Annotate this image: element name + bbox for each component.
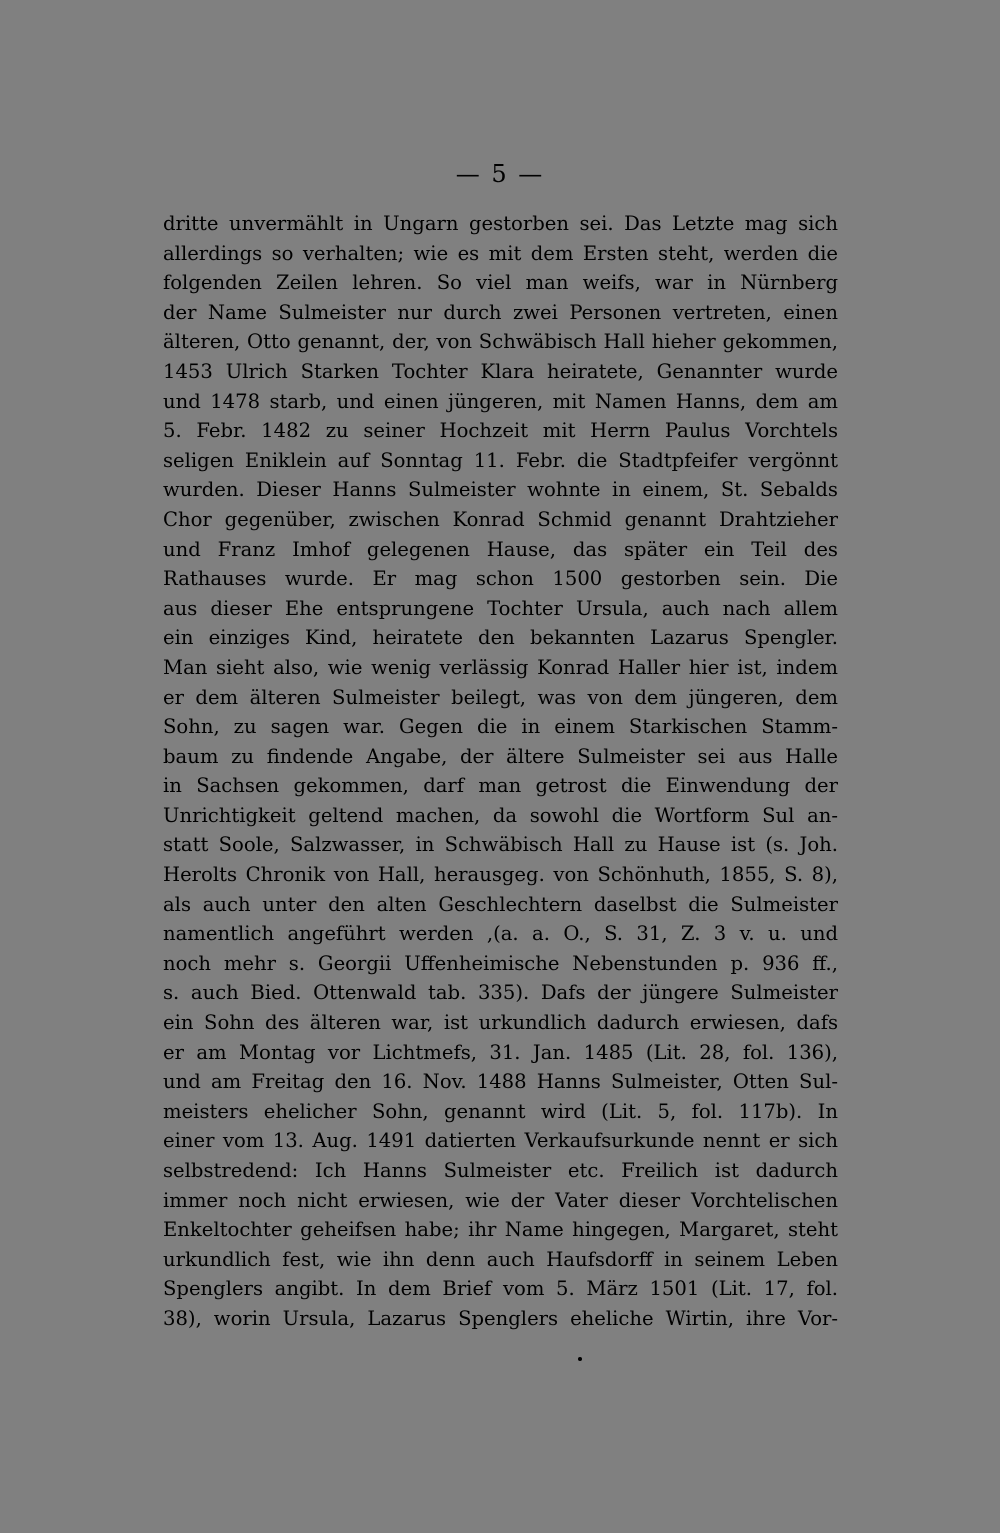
page-header: — 5 — xyxy=(455,160,545,188)
text-line: als auch unter den alten Geschlechtern daselbst die Sulmeister xyxy=(163,892,838,916)
text-line: Herolts Chronik von Hall, herausgeg. von Schönhuth, 1855, S. 8), xyxy=(163,863,838,887)
text-line: immer noch nicht erwiesen, wie der Vater dieser Vorchtelischen xyxy=(163,1188,838,1212)
text-line: urkundlich fest, wie ihn denn auch Haufsdorff in seinem Leben xyxy=(163,1247,838,1271)
text-line: baum zu findende Angabe, der ältere Sulmeister sei aus Halle xyxy=(163,744,838,768)
text-line: allerdings so verhalten; wie es mit dem Ersten steht, werden die xyxy=(163,241,838,265)
text-line: Spenglers angibt. In dem Brief vom 5. März 1501 (Lit. 17, fol. xyxy=(163,1277,838,1301)
text-line: 1453 Ulrich Starken Tochter Klara heiratete, Genannter wurde xyxy=(163,359,838,383)
text-line: s. auch Bied. Ottenwald tab. 335). Dafs der jüngere Sulmeister xyxy=(163,981,838,1005)
text-line: selbstredend: Ich Hanns Sulmeister etc. Freilich ist dadurch xyxy=(163,1159,838,1182)
text-line: Unrichtigkeit geltend machen, da sowohl die Wortform Sul an- xyxy=(163,803,838,827)
text-line: meisters ehelicher Sohn, genannt wird (Lit. 5, fol. 117b). In xyxy=(163,1099,838,1123)
text-line: folgenden Zeilen lehren. So viel man weifs, war in Nürnberg xyxy=(163,271,838,295)
text-line: ein einziges Kind, heiratete den bekannten Lazarus Spengler. xyxy=(163,626,838,650)
text-line: seligen Eniklein auf Sonntag 11. Febr. die Stadtpfeifer vergönnt xyxy=(163,448,838,472)
text-line: statt Soole, Salzwasser, in Schwäbisch Hall zu Hause ist (s. Joh. xyxy=(163,833,838,857)
text-line: er dem älteren Sulmeister beilegt, was von dem jüngeren, dem xyxy=(163,685,838,709)
text-line: Sohn, zu sagen war. Gegen die in einem Starkischen Stamm- xyxy=(163,715,838,739)
body-text xyxy=(163,209,838,1334)
text-line: ein Sohn des älteren war, ist urkundlich dadurch erwiesen, dafs xyxy=(163,1011,838,1035)
text-line: und 1478 starb, und einen jüngeren, mit Namen Hanns, dem am xyxy=(163,389,838,413)
text-line: einer vom 13. Aug. 1491 datierten Verkaufsurkunde nennt er sich xyxy=(163,1129,838,1153)
text-line: Enkeltochter geheifsen habe; ihr Name hingegen, Margaret, steht xyxy=(163,1218,838,1242)
text-line: namentlich angeführt werden ,(a. a. O., S. 31, Z. 3 v. u. und xyxy=(163,922,838,946)
ink-dot xyxy=(578,1357,582,1361)
text-line: und Franz Imhof gelegenen Hause, das später ein Teil des xyxy=(163,537,838,561)
text-line: Chor gegenüber, zwischen Konrad Schmid genannt Drahtzieher xyxy=(163,507,838,531)
text-line: Rathauses wurde. Er mag schon 1500 gestorben sein. Die xyxy=(163,567,838,591)
text-line: wurden. Dieser Hanns Sulmeister wohnte in einem, St. Sebalds xyxy=(163,478,838,502)
text-line: 5. Febr. 1482 zu seiner Hochzeit mit Herrn Paulus Vorchtels xyxy=(163,419,838,443)
text-line: noch mehr s. Georgii Uffenheimische Nebenstunden p. 936 ff., xyxy=(163,951,838,975)
text-line: dritte unvermählt in Ungarn gestorben sei. Das Letzte mag sich xyxy=(163,212,838,235)
text-line: und am Freitag den 16. Nov. 1488 Hanns Sulmeister, Otten Sul- xyxy=(163,1070,838,1094)
text-line: der Name Sulmeister nur durch zwei Personen vertreten, einen xyxy=(163,300,838,324)
text-line: in Sachsen gekommen, darf man getrost die Einwendung der xyxy=(163,774,838,798)
text-line: er am Montag vor Lichtmefs, 31. Jan. 1485 (Lit. 28, fol. 136), xyxy=(163,1040,838,1064)
text-line: 38), worin Ursula, Lazarus Spenglers eheliche Wirtin, ihre Vor- xyxy=(163,1306,838,1330)
text-line: Man sieht also, wie wenig verlässig Konrad Haller hier ist, indem xyxy=(163,655,838,679)
text-line: älteren, Otto genannt, der, von Schwäbisch Hall hieher gekommen, xyxy=(163,330,838,354)
text-line: aus dieser Ehe entsprungene Tochter Ursula, auch nach allem xyxy=(163,596,838,620)
